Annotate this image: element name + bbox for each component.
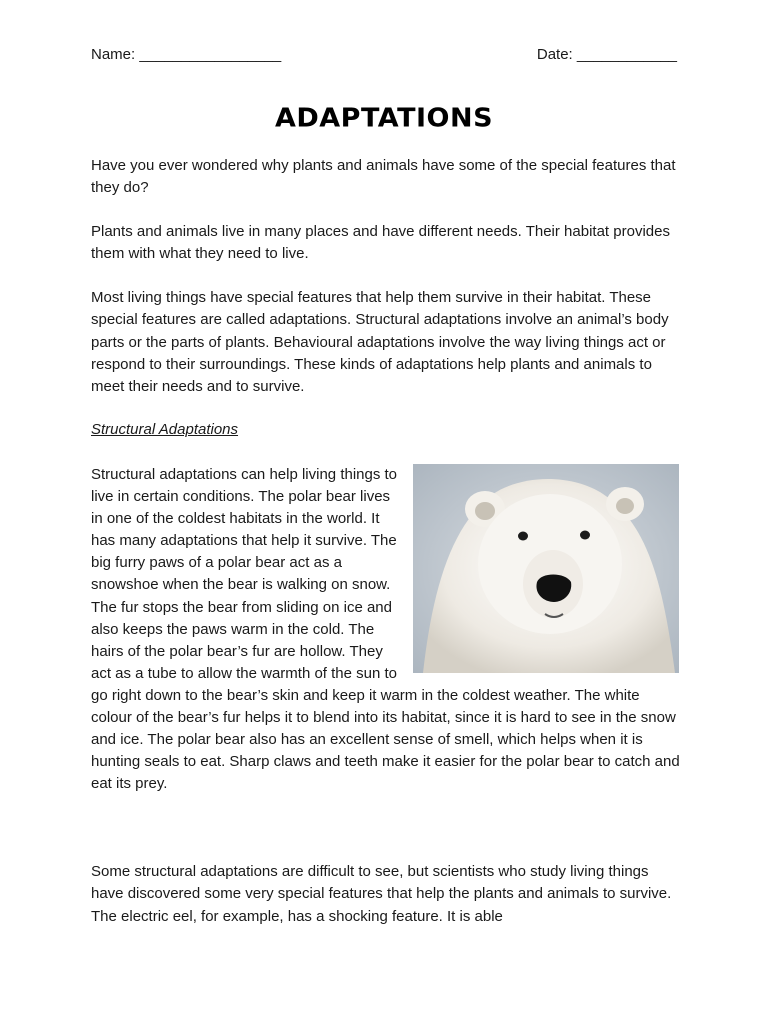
- intro-paragraph: Have you ever wondered why plants and animals have some of the special features that they do?: [91, 157, 676, 197]
- name-field: Name: _________________: [91, 46, 282, 63]
- date-field: Date: ____________: [536, 46, 677, 63]
- more-adaptations-paragraph: Some structural adaptations are difficult to see, but scientists who study living things have discovered some very special features that help the plants and animals to survive. The electric eel, for example, has a shocking feature. It is able: [91, 863, 672, 925]
- section-heading: Structural Adaptations: [91, 421, 239, 438]
- polar-bear-photo: [413, 464, 679, 673]
- polar-bear-paragraph: Structural adaptations can help living things to live in certain conditions. The polar bear lives in one of the coldest habitats in the world. It has many adaptations that help it survive. The big furry paws of a polar bear act as a snowshoe when the bear is walking on snow. The fur stops the bear from sliding on ice and also keeps the paws warm in the cold. The hairs of the polar bear’s fur are hollow. They act as a tube to allow the warmth of the sun to go right down to the bear’s skin and keep it warm in the coldest weather. The white colour of the bear’s fur helps it to blend into its habitat, since it is hard to see in the snow and ice. The polar bear also has an excellent sense of smell, which helps when it is hunting seals to eat. Sharp claws and teeth make it easier for the polar bear to catch and eat its prey.: [91, 466, 680, 793]
- features-paragraph: Most living things have special features that help them survive in their habitat. These special features are called adaptations. Structural adaptations involve an animal’s body parts or the parts of plants. Behavioural adaptations involve the way living things act or respond to their surroundings. These kinds of adaptations help plants and animals to meet their needs and to survive.: [91, 289, 669, 396]
- polar-bear-section: [91, 464, 681, 795]
- page-title: ADAPTATIONS: [274, 103, 494, 134]
- habitat-paragraph: Plants and animals live in many places and have different needs. Their habitat provides them with what they need to live.: [91, 223, 670, 263]
- polar-bear-illustration: [413, 464, 679, 673]
